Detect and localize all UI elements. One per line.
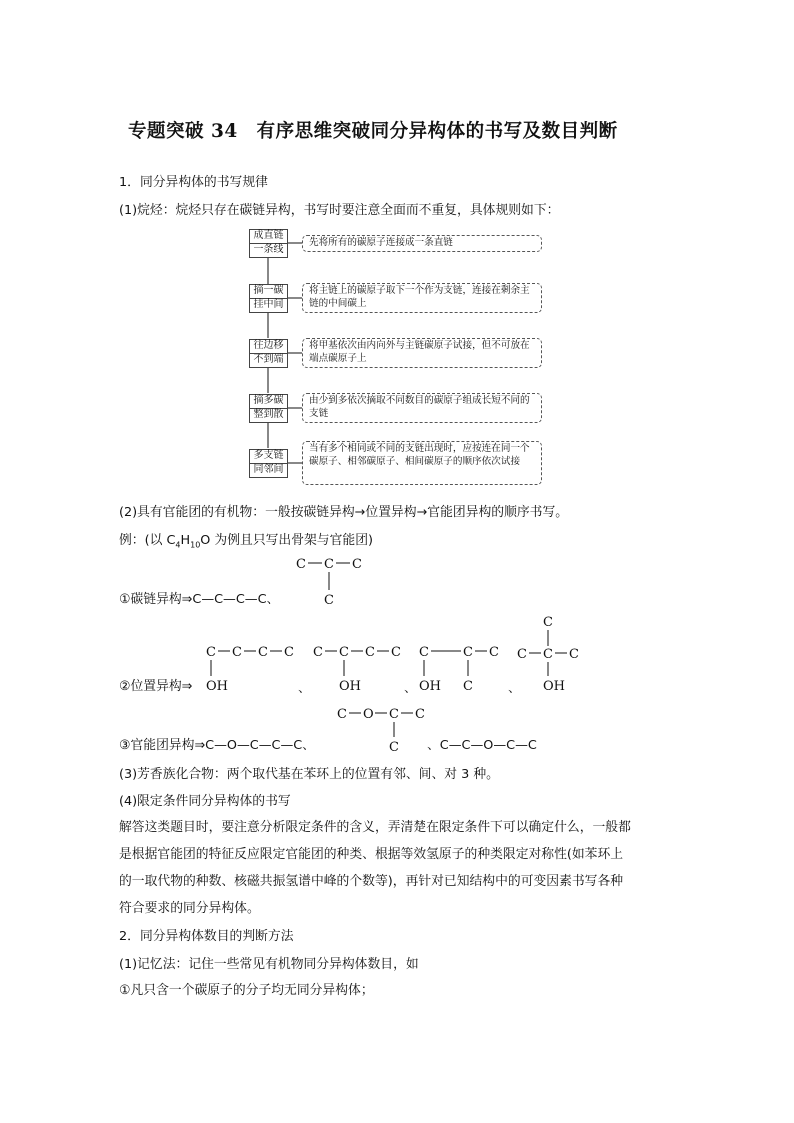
aromatic-paragraph: (3)芳香族化合物：两个取代基在苯环上的位置有邻、间、对 3 种。 [119,767,499,782]
atom-c: C [258,645,268,660]
example-line [119,533,373,554]
example-prefix: 例：(以 C [119,533,176,548]
atom-c: C [489,645,499,660]
group-oh: OH [339,679,361,694]
atom-c: C [463,645,473,660]
flow-desc-3: 将甲基依次由内向外与主链碳原子试接，但不可放在端点碳原子上 [302,338,542,368]
flow-step-5-line2: 同邻间 [253,463,284,475]
methyl-isopropyl-ether-skeleton [333,704,433,756]
alkane-paragraph: (1)烷烃：烷烃只存在碳链异构，书写时要注意全面而不重复，具体规则如下： [119,203,560,218]
isobutane-skeleton [292,554,372,610]
memory-method-item-1: ①凡只含一个碳原子的分子均无同分异构体； [119,983,374,998]
section-2-heading: 2．同分异构体数目的判断方法 [119,929,294,944]
restricted-body-line-1: 解答这类题目时，要注意分析限定条件的含义，弄清楚在限定条件下可以确定什么，一般都 [119,820,631,835]
flow-step-2-line2: 挂中间 [253,298,284,310]
flow-step-2-line1: 摘一碳 [250,285,287,299]
atom-c: C [324,557,334,572]
flow-step-5 [249,449,288,478]
restricted-body-line-2: 是根据官能团的特征反应限定官能团的种类、根据等效氢原子的种类限定对称性(如苯环上 [119,847,624,862]
example-sub-10: 10 [190,540,201,550]
restricted-body-line-3: 的一取代物的种数、核磁共振氢谱中峰的个数等)，再针对已知结构中的可变因素书写各种 [119,874,624,889]
atom-c: C [389,707,399,722]
flow-step-1-line2: 一条线 [253,243,284,255]
page-title: 专题突破 34 有序思维突破同分异构体的书写及数目判断 [128,121,618,142]
flow-desc-5: 当有多个相同或不同的支链出现时，应按连在同一个碳原子、相邻碳原子、相间碳原子的顺序依次试接 [302,441,542,485]
position-isomer-label: ②位置异构⇒ [119,679,193,694]
atom-c: C [339,645,349,660]
functional-isomer-label: ③官能团异构⇒C—O—C—C—C、 [119,738,315,753]
flow-step-4-line1: 摘多碳 [250,395,287,409]
section-1-heading: 1．同分异构体的书写规律 [119,175,268,190]
example-sub-4: 4 [175,540,181,550]
atom-c: C [543,647,553,662]
atom-c: C [206,645,216,660]
restricted-body-line-4: 符合要求的同分异构体。 [119,901,260,916]
example-h: H [180,533,191,548]
separator: 、 [298,681,311,696]
flow-step-1 [249,229,288,258]
atom-c: C [569,647,579,662]
flow-step-5-line1: 多支链 [250,450,287,464]
atom-c: C [463,679,473,694]
separator: 、 [404,681,417,696]
isobutanol-skeleton [415,642,511,696]
butan-2-ol-skeleton [309,642,409,696]
group-oh: OH [543,679,565,694]
atom-c: C [419,645,429,660]
atom-c: C [365,645,375,660]
flow-step-1-line1: 成直链 [250,230,287,244]
atom-c: C [337,707,347,722]
atom-c: C [232,645,242,660]
functional-group-paragraph: (2)具有官能团的有机物：一般按碳链异构→位置异构→官能团异构的顺序书写。 [119,505,569,520]
butan-1-ol-skeleton [202,642,302,696]
group-oh: OH [206,679,228,694]
atom-c: C [313,645,323,660]
flow-desc-4: 由少到多依次摘取不同数目的碳原子组成长短不同的支链 [302,393,542,423]
atom-c: C [415,707,425,722]
atom-c: C [543,615,553,630]
flow-step-2 [249,284,288,313]
atom-c: C [284,645,294,660]
atom-c: C [296,557,306,572]
atom-c: C [324,593,334,608]
flow-step-4 [249,394,288,423]
restricted-conditions-heading: (4)限定条件同分异构体的书写 [119,794,291,809]
memory-method-paragraph: (1)记忆法：记住一些常见有机物同分异构体数目，如 [119,957,419,972]
example-suffix: O 为例且只写出骨架与官能团) [200,533,373,548]
atom-c: C [391,645,401,660]
carbon-chain-label: ①碳链异构⇒C—C—C—C、 [119,592,280,607]
flow-step-3 [249,339,288,368]
group-oh: OH [419,679,441,694]
tert-butanol-skeleton [514,612,594,696]
atom-o: O [363,707,374,722]
atom-c: C [517,647,527,662]
flow-desc-2: 将主链上的碳原子取下一个作为支链，连接在剩余主链的中间碳上 [302,283,542,313]
flow-step-3-line2: 不到端 [253,353,284,365]
functional-isomer-tail: 、C—C—O—C—C [427,738,537,753]
flow-step-3-line1: 往边移 [250,340,287,354]
flow-desc-1: 先将所有的碳原子连接成一条直链 [302,235,542,252]
atom-c: C [352,557,362,572]
flow-step-4-line2: 整到散 [253,408,284,420]
atom-c: C [389,740,399,755]
separator: 、 [508,681,521,696]
